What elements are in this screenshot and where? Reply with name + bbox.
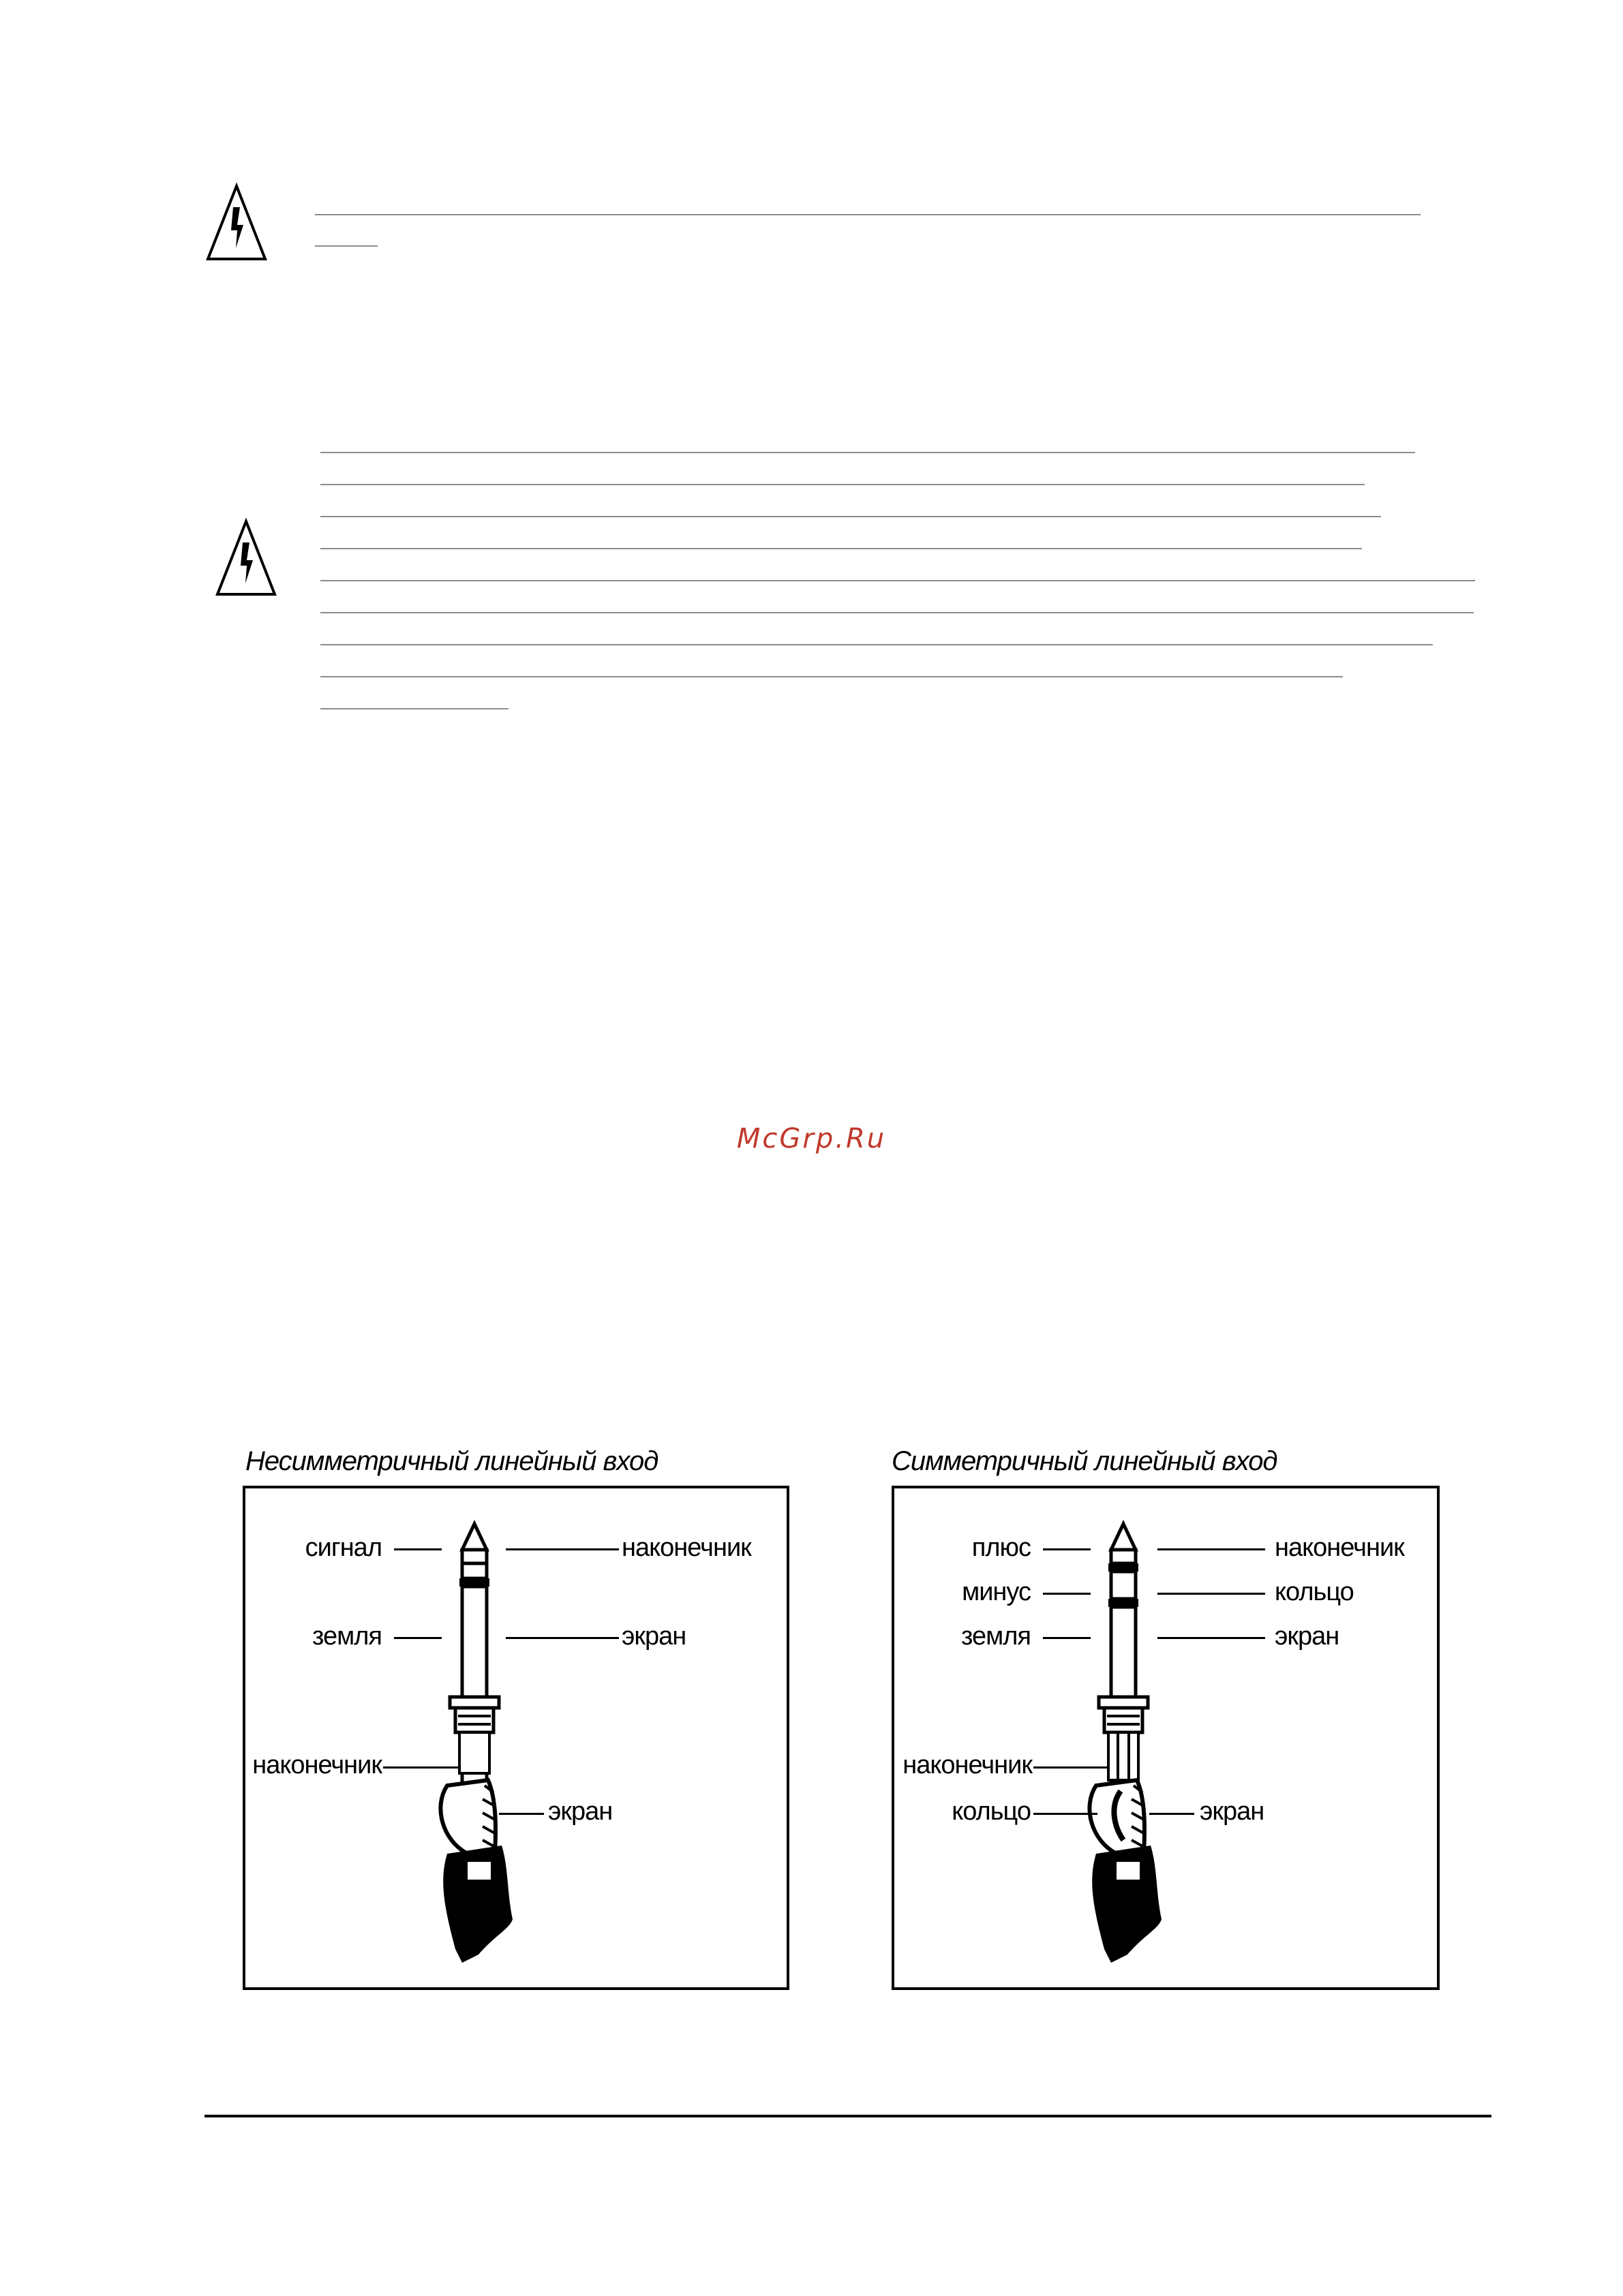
balanced-diagram-caption: Симметричный линейный вход [892,1446,1277,1476]
label-ground-bal: земля [960,1622,1031,1651]
high-voltage-warning-icon [215,519,277,598]
leader-tip [506,1548,619,1550]
high-voltage-warning-icon [206,184,267,262]
leader-ring-wire [1033,1813,1097,1815]
leader-tip-wire-bal [1033,1766,1107,1769]
leader-ring [1157,1593,1265,1595]
label-signal: сигнал [305,1533,382,1562]
label-ground: земля [312,1622,382,1651]
label-shield: экран [548,1797,613,1826]
footer-rule [204,2115,1491,2117]
label-ring: кольцо [1275,1578,1354,1606]
label-sleeve-bal: экран [1275,1622,1339,1651]
label-tip-wire: наконечник [252,1751,382,1779]
watermark: McGrp.Ru [736,1123,887,1154]
leader-shield-bal [1149,1813,1194,1815]
label-tip-wire-bal: наконечник [902,1751,1032,1779]
label-plus: плюс [971,1533,1031,1562]
leader-tip-bal [1157,1548,1265,1550]
label-minus: минус [962,1578,1031,1606]
leader-signal [394,1548,442,1550]
leader-sleeve-bal [1157,1637,1265,1639]
leader-shield [499,1813,544,1815]
leader-ground [394,1637,442,1639]
label-ring-wire: кольцо [952,1797,1031,1826]
leader-tip-wire [383,1766,458,1769]
leader-plus [1043,1548,1091,1550]
unbalanced-diagram-caption: Несимметричный линейный вход [245,1446,658,1476]
label-tip-bal: наконечник [1275,1533,1404,1562]
label-sleeve: экран [622,1622,686,1651]
leader-sleeve [506,1637,619,1639]
label-shield-bal: экран [1200,1797,1264,1826]
leader-ground-bal [1043,1637,1091,1639]
label-tip: наконечник [622,1533,751,1562]
leader-minus [1043,1593,1091,1595]
